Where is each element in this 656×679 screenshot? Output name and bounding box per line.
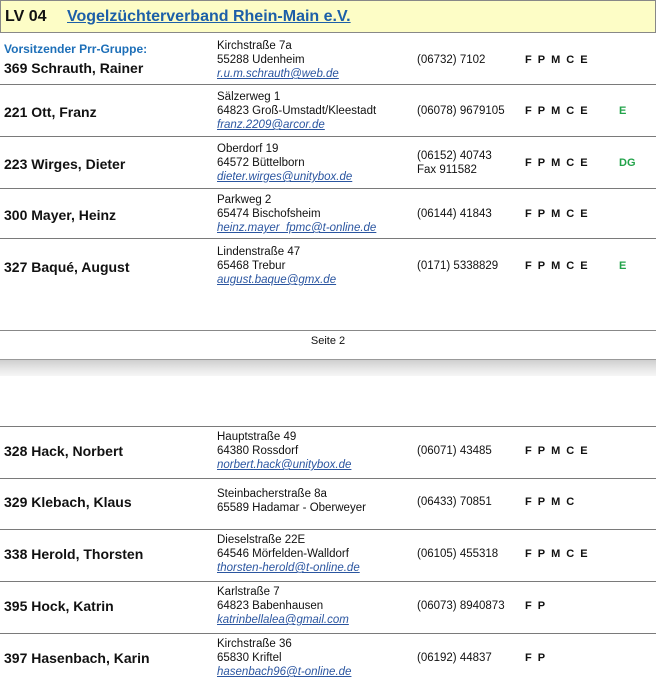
- flag: E: [580, 157, 588, 169]
- street: Lindenstraße 47: [217, 246, 301, 258]
- flag: M: [551, 260, 561, 272]
- org-link[interactable]: Vogelzüchterverband Rhein-Main e.V.: [67, 8, 351, 25]
- member-name: 327 Baqué, August: [4, 259, 130, 275]
- flag: P: [537, 445, 546, 457]
- member-row: [0, 479, 656, 530]
- email-link[interactable]: hasenbach96@t-online.de: [217, 666, 352, 678]
- member-name: 328 Hack, Norbert: [4, 443, 124, 459]
- phone: (06144) 41843: [417, 208, 492, 220]
- member-flags: [525, 105, 594, 117]
- member-row: [0, 239, 656, 293]
- extra-badge: E: [619, 260, 627, 272]
- city: 65830 Kriftel: [217, 652, 282, 664]
- member-name: 329 Klebach, Klaus: [4, 494, 132, 510]
- flag: C: [566, 105, 575, 117]
- member-phone: [417, 259, 498, 273]
- flag: F: [525, 600, 532, 612]
- flag: F: [525, 105, 532, 117]
- chair-label: Vorsitzender Prr-Gruppe:: [4, 42, 148, 56]
- member-phone: [417, 207, 492, 221]
- flag: F: [525, 445, 532, 457]
- flag: C: [566, 260, 575, 272]
- flag: M: [551, 496, 561, 508]
- city: 64380 Rossdorf: [217, 445, 299, 457]
- flag: C: [566, 496, 575, 508]
- flag: P: [537, 652, 546, 664]
- email-link[interactable]: r.u.m.schrauth@web.de: [217, 68, 339, 80]
- flag: E: [580, 54, 588, 66]
- email-link[interactable]: thorsten-herold@t-online.de: [217, 562, 360, 574]
- member-row: [0, 427, 656, 479]
- flag: F: [525, 260, 532, 272]
- street: Parkweg 2: [217, 194, 272, 206]
- flag: P: [537, 105, 546, 117]
- flag: P: [537, 157, 546, 169]
- phone: (06152) 40743: [417, 150, 492, 162]
- phone: (0171) 5338829: [417, 260, 499, 272]
- member-name: 369 Schrauth, Rainer: [4, 60, 144, 76]
- flag: C: [566, 548, 575, 560]
- member-row: [0, 85, 656, 137]
- page-top-spacer: [0, 376, 656, 427]
- page-footer: [0, 330, 656, 360]
- street: Kirchstraße 7a: [217, 40, 292, 52]
- member-name: 223 Wirges, Dieter: [4, 156, 126, 172]
- flag: F: [525, 548, 532, 560]
- member-flags: [525, 548, 594, 560]
- member-name: 338 Herold, Thorsten: [4, 546, 144, 562]
- flag: M: [551, 445, 561, 457]
- city: 65474 Bischofsheim: [217, 208, 321, 220]
- street: Sälzerweg 1: [217, 91, 281, 103]
- flag: E: [580, 105, 588, 117]
- member-name: 397 Hasenbach, Karin: [4, 650, 150, 666]
- flag: M: [551, 208, 561, 220]
- street: Dieselstraße 22E: [217, 534, 306, 546]
- flag: E: [580, 260, 588, 272]
- flag: M: [551, 548, 561, 560]
- flag: F: [525, 208, 532, 220]
- member-flags: [525, 157, 594, 169]
- flag: E: [580, 208, 588, 220]
- flag: F: [525, 157, 532, 169]
- member-flags: [525, 652, 551, 664]
- city: 65589 Hadamar - Oberweyer: [217, 502, 366, 514]
- flag: E: [580, 445, 588, 457]
- flag: P: [537, 54, 546, 66]
- flag: M: [551, 54, 561, 66]
- lv-number: LV 04: [5, 8, 47, 25]
- email-link[interactable]: dieter.wirges@unitybox.de: [217, 171, 353, 183]
- member-flags: [525, 445, 594, 457]
- member-address: [217, 585, 349, 627]
- member-phone: [417, 547, 498, 561]
- page-gap: [0, 360, 656, 376]
- member-flags: [525, 208, 594, 220]
- flag: P: [537, 548, 546, 560]
- email-link[interactable]: norbert.hack@unitybox.de: [217, 459, 352, 471]
- member-phone: [417, 444, 492, 458]
- street: Karlstraße 7: [217, 586, 280, 598]
- city: 65468 Trebur: [217, 260, 286, 272]
- flag: C: [566, 54, 575, 66]
- phone: (06433) 70851: [417, 496, 492, 508]
- member-row: [0, 189, 656, 239]
- page-number: Seite 2: [310, 335, 346, 347]
- email-link[interactable]: franz.2209@arcor.de: [217, 119, 325, 131]
- phone: (06105) 455318: [417, 548, 499, 560]
- email-link[interactable]: katrinbellalea@gmail.com: [217, 614, 349, 626]
- email-link[interactable]: august.baque@gmx.de: [217, 274, 337, 286]
- member-phone: [417, 495, 492, 509]
- street: Steinbacherstraße 8a: [217, 488, 327, 500]
- street: Oberdorf 19: [217, 143, 279, 155]
- member-row: [0, 634, 656, 679]
- member-phone: [417, 149, 492, 177]
- header-bar: [0, 0, 656, 33]
- flag: F: [525, 652, 532, 664]
- member-address: [217, 533, 360, 575]
- phone: (06073) 8940873: [417, 600, 505, 612]
- street: Hauptstraße 49: [217, 431, 297, 443]
- flag: E: [580, 548, 588, 560]
- street: Kirchstraße 36: [217, 638, 292, 650]
- member-address: [217, 487, 366, 515]
- member-name: 221 Ott, Franz: [4, 104, 97, 120]
- member-phone: [417, 104, 505, 118]
- member-name: 300 Mayer, Heinz: [4, 207, 117, 223]
- flag: P: [537, 496, 546, 508]
- extra-badge: E: [619, 105, 627, 117]
- flag: C: [566, 445, 575, 457]
- flag: P: [537, 600, 546, 612]
- city: 55288 Udenheim: [217, 54, 305, 66]
- flag: M: [551, 105, 561, 117]
- extra-badge: DG: [619, 157, 636, 169]
- city: 64546 Mörfelden-Walldorf: [217, 548, 349, 560]
- flag: M: [551, 157, 561, 169]
- member-address: [217, 193, 376, 235]
- member-address: [217, 90, 376, 132]
- member-address: [217, 637, 351, 679]
- email-link[interactable]: heinz.mayer_fpmc@t-online.de: [217, 222, 377, 234]
- phone: (06071) 43485: [417, 445, 492, 457]
- member-row: [0, 137, 656, 189]
- member-address: [217, 142, 352, 184]
- member-flags: [525, 600, 551, 612]
- flag: P: [537, 260, 546, 272]
- member-address: [217, 245, 336, 287]
- flag: P: [537, 208, 546, 220]
- flag: C: [566, 208, 575, 220]
- flag: C: [566, 157, 575, 169]
- phone: (06732) 7102: [417, 54, 486, 66]
- flag: F: [525, 54, 532, 66]
- member-phone: [417, 651, 492, 665]
- flag: F: [525, 496, 532, 508]
- city: 64823 Groß-Umstadt/Kleestadt: [217, 105, 377, 117]
- member-flags: [525, 260, 594, 272]
- phone: (06192) 44837: [417, 652, 492, 664]
- city: 64572 Büttelborn: [217, 157, 305, 169]
- member-flags: [525, 496, 580, 508]
- city: 64823 Babenhausen: [217, 600, 324, 612]
- member-row: [0, 33, 656, 85]
- member-row: [0, 582, 656, 634]
- page-2: [0, 376, 656, 679]
- fax: Fax 911582: [417, 164, 477, 176]
- member-row: [0, 530, 656, 582]
- phone: (06078) 9679105: [417, 105, 505, 117]
- member-address: [217, 39, 339, 81]
- member-flags: [525, 54, 594, 66]
- member-phone: [417, 599, 505, 613]
- member-address: [217, 430, 351, 472]
- member-phone: [417, 53, 485, 67]
- member-name: 395 Hock, Katrin: [4, 598, 114, 614]
